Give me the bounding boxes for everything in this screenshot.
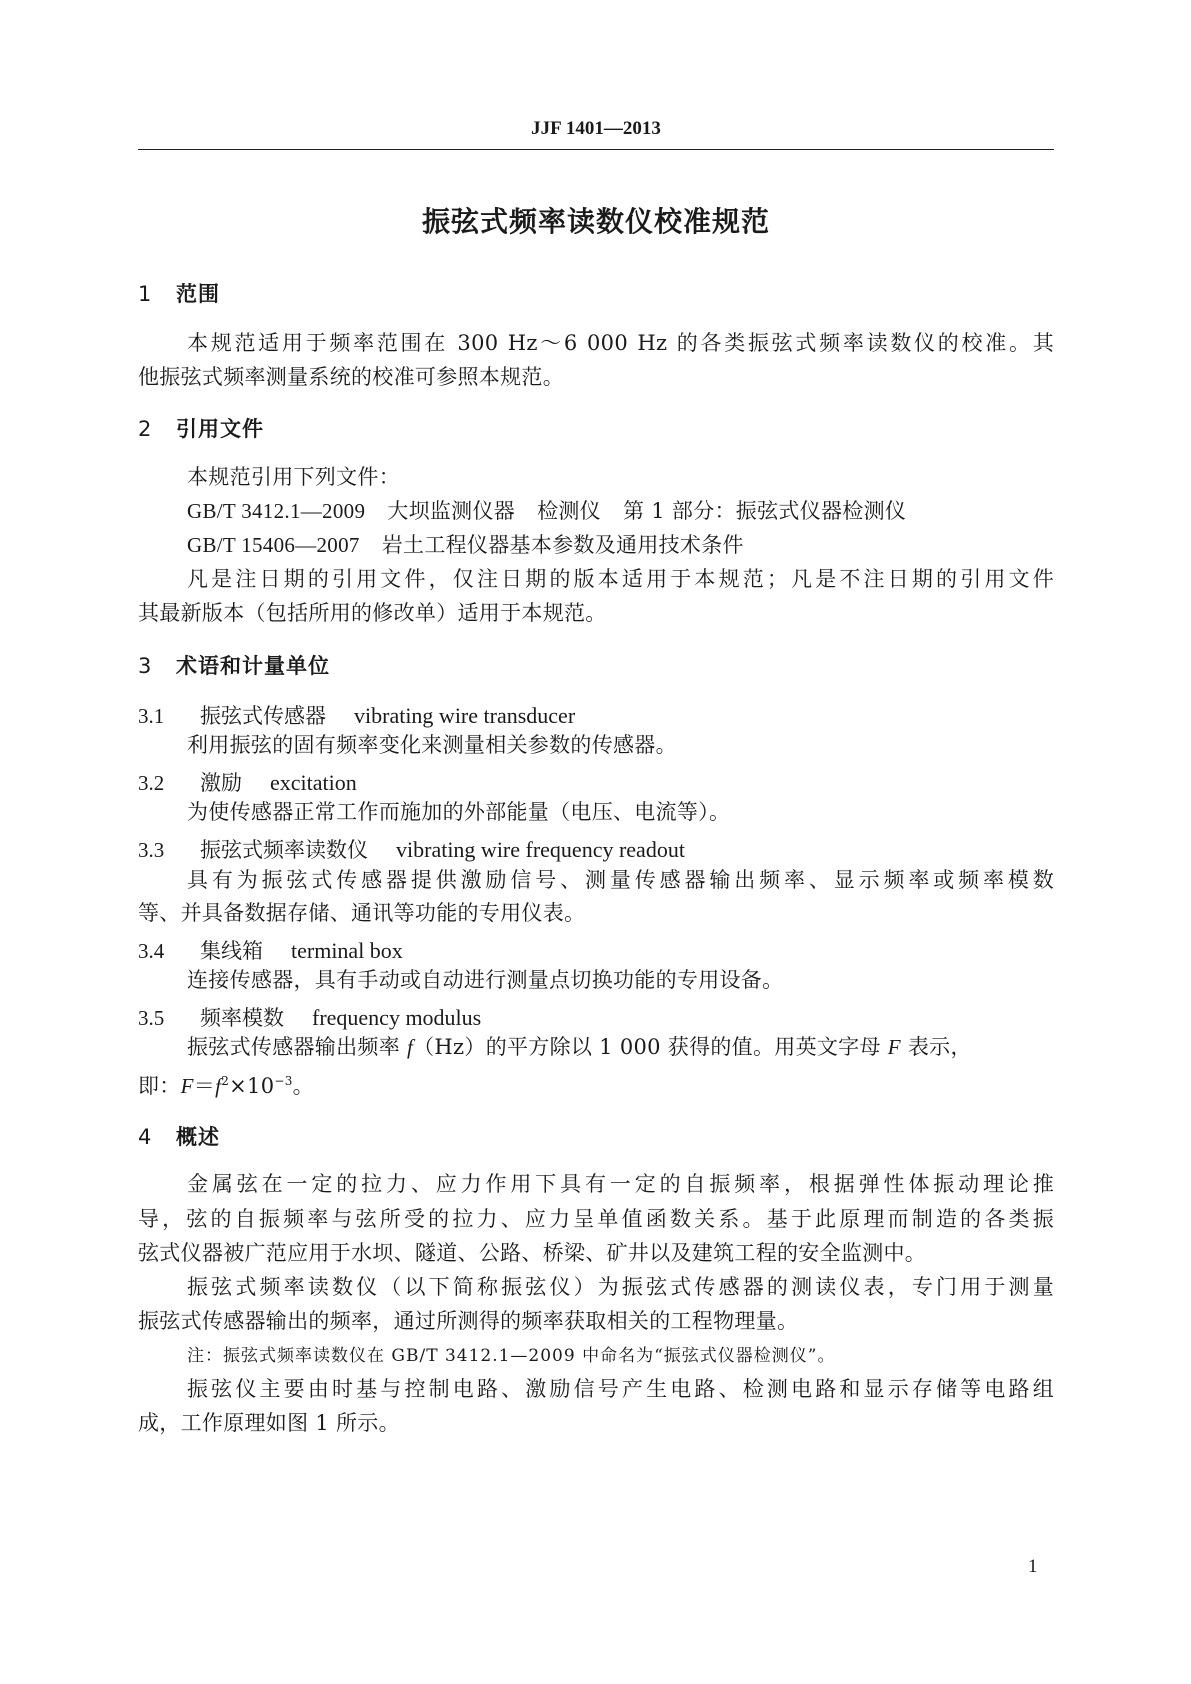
equals-sign: ＝ <box>193 1074 216 1098</box>
term-3-3 <box>138 834 685 864</box>
section-title: 概述 <box>176 1125 220 1149</box>
paragraph-line: 本规范适用于频率范围在 300 Hz～6 000 Hz 的各类振弦式频率读数仪的校准。其 <box>187 331 1054 355</box>
header-rule <box>138 149 1054 150</box>
section-title: 范围 <box>176 282 220 306</box>
variable-f: f <box>215 1074 222 1098</box>
reference-item <box>187 529 1054 561</box>
term-3-1 <box>138 700 575 730</box>
section-title: 术语和计量单位 <box>176 654 330 678</box>
paragraph-line: 振弦式频率读数仪（以下简称振弦仪）为振弦式传感器的测读仪表，专门用于测量 <box>187 1275 1054 1299</box>
term-number: 3.5 <box>138 1006 165 1030</box>
term-number: 3.2 <box>138 771 165 795</box>
term-chinese: 振弦式频率读数仪 <box>200 838 368 862</box>
paragraph-line: 凡是注日期的引用文件，仅注日期的版本适用于本规范；凡是不注日期的引用文件 <box>187 567 1054 591</box>
term-chinese: 激励 <box>200 771 242 795</box>
paragraph-line: 成，工作原理如图 1 所示。 <box>138 1411 400 1435</box>
term-3-2 <box>138 767 357 797</box>
paragraph-line: 金属弦在一定的拉力、应力作用下具有一定的自振频率，根据弹性体振动理论推 <box>187 1172 1054 1196</box>
text-run: 振弦式传感器输出频率 <box>187 1035 407 1059</box>
exponent: 2 <box>221 1074 230 1088</box>
term-number: 3.3 <box>138 838 165 862</box>
term-english: vibrating wire transducer <box>354 703 576 728</box>
page-number: 1 <box>1028 1556 1038 1577</box>
paragraph-line: 他振弦式频率测量系统的校准可参照本规范。 <box>138 365 564 389</box>
term-number: 3.4 <box>138 939 165 963</box>
reference-code: GB/T 15406—2007 <box>187 533 360 557</box>
section-number: 4 <box>138 1125 153 1149</box>
term-english: frequency modulus <box>312 1005 482 1030</box>
term-chinese: 频率模数 <box>200 1006 284 1030</box>
section-4-heading <box>138 1121 220 1151</box>
paragraph-line: 本规范引用下列文件： <box>187 465 400 489</box>
section-title: 引用文件 <box>176 417 264 441</box>
reference-title-part: 检测仪 <box>537 499 601 523</box>
paragraph-line: 导，弦的自振频率与弦所受的拉力、应力呈单值函数关系。基于此原理而制造的各类振 <box>138 1207 1054 1231</box>
variable-F: F <box>180 1074 194 1098</box>
term-number: 3.1 <box>138 704 165 728</box>
term-english: terminal box <box>291 938 403 963</box>
section-3-heading <box>138 650 330 680</box>
text-run: 表示， <box>900 1035 972 1059</box>
multiply-ten: ×10 <box>229 1074 275 1098</box>
reference-title-part: 第 1 部分：振弦式仪器检测仪 <box>622 499 907 523</box>
term-chinese: 振弦式传感器 <box>200 704 326 728</box>
reference-title-part: 大坝监测仪器 <box>387 499 516 523</box>
reference-title: 岩土工程仪器基本参数及通用技术条件 <box>381 533 744 557</box>
term-definition: 为使传感器正常工作而施加的外部能量（电压、电流等）。 <box>187 800 731 824</box>
text-run: 。 <box>292 1074 314 1098</box>
formula-line <box>138 1065 1054 1102</box>
term-english: vibrating wire frequency readout <box>396 837 685 862</box>
term-definition <box>187 1031 1054 1063</box>
variable-f: f <box>406 1035 414 1059</box>
section-number: 2 <box>138 417 153 441</box>
term-3-5 <box>138 1002 481 1032</box>
paragraph-line: 振弦仪主要由时基与控制电路、激励信号产生电路、检测电路和显示存储等电路组 <box>187 1377 1054 1401</box>
term-english: excitation <box>270 770 357 795</box>
section-2-heading <box>138 413 264 443</box>
paragraph-line: 其最新版本（包括所用的修改单）适用于本规范。 <box>138 601 607 625</box>
note: 注：振弦式频率读数仪在 GB/T 3412.1—2009 中命名为“振弦式仪器检测仪”。 <box>187 1346 836 1366</box>
section-number: 1 <box>138 282 153 306</box>
reference-item <box>187 495 1054 527</box>
paragraph-line: 振弦式传感器输出的频率，通过所测得的频率获取相关的工程物理量。 <box>138 1309 799 1333</box>
variable-F: F <box>887 1035 901 1059</box>
text-run: （Hz）的平方除以 1 000 获得的值。用英文字母 <box>413 1035 888 1059</box>
section-1-heading <box>138 278 220 308</box>
term-definition: 等、并具备数据存储、通讯等功能的专用仪表。 <box>138 901 586 925</box>
paragraph-line: 弦式仪器被广范应用于水坝、隧道、公路、桥梁、矿井以及建筑工程的安全监测中。 <box>138 1241 927 1265</box>
section-number: 3 <box>138 654 153 678</box>
exponent: −3 <box>274 1074 293 1088</box>
term-definition: 连接传感器，具有手动或自动进行测量点切换功能的专用设备。 <box>187 968 784 992</box>
document-title: 振弦式频率读数仪校准规范 <box>421 205 770 238</box>
document-code-header: JJF 1401—2013 <box>531 118 661 139</box>
term-3-4 <box>138 935 403 965</box>
term-definition: 具有为振弦式传感器提供激励信号、测量传感器输出频率、显示频率或频率模数 <box>187 868 1054 892</box>
text-run: 即： <box>138 1074 181 1098</box>
term-definition: 利用振弦的固有频率变化来测量相关参数的传感器。 <box>187 733 677 757</box>
term-chinese: 集线箱 <box>200 939 263 963</box>
reference-code: GB/T 3412.1—2009 <box>187 499 366 523</box>
